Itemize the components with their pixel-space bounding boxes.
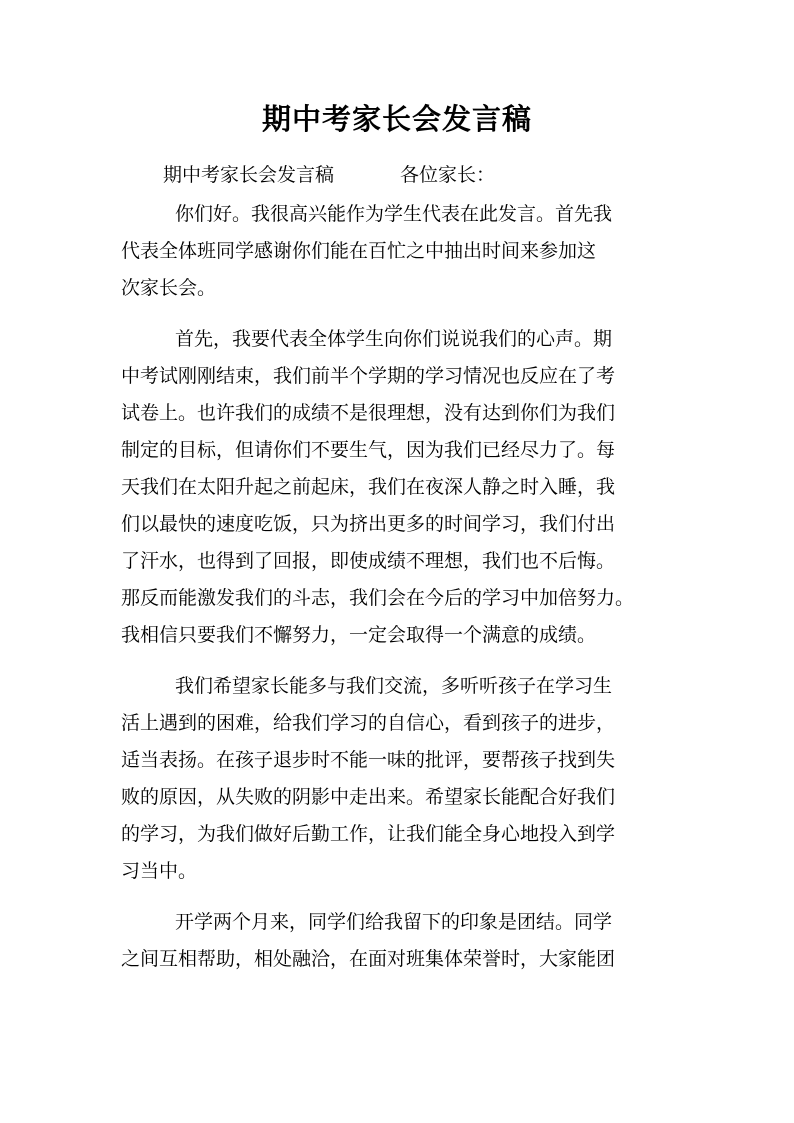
text-line: 那反而能激发我们的斗志，我们会在今后的学习中加倍努力。 [121,587,635,609]
subtitle-left: 期中考家长会发言稿 [163,164,335,186]
text-line: 试卷上。也许我们的成绩不是很理想，没有达到你们为我们 [121,402,616,424]
text-line: 适当表扬。在孩子退步时不能一味的批评，要帮孩子找到失 [121,749,616,771]
text-line: 代表全体班同学感谢你们能在百忙之中抽出时间来参加这 [121,240,597,262]
document-title: 期中考家长会发言稿 [261,102,532,136]
text-line: 我们希望家长能多与我们交流，多听听孩子在学习生 [175,675,613,697]
subtitle-right: 各位家长： [400,164,496,186]
text-line: 开学两个月来，同学们给我留下的印象是团结。同学 [175,911,613,933]
text-line: 活上遇到的困难，给我们学习的自信心，看到孩子的进步， [121,712,616,734]
document-body [121,196,681,992]
text-line: 中考试刚刚结束，我们前半个学期的学习情况也反应在了考 [121,365,616,387]
paragraph-3 [121,668,681,890]
text-line: 的学习，为我们做好后勤工作，让我们能全身心地投入到学 [121,823,616,845]
text-line: 之间互相帮助，相处融洽，在面对班集体荣誉时，大家能团 [121,948,616,970]
paragraph-2 [121,321,681,654]
text-line: 败的原因，从失败的阴影中走出来。希望家长能配合好我们 [121,786,616,808]
text-line: 们以最快的速度吃饭，只为挤出更多的时间学习，我们付出 [121,513,616,535]
document-subtitle [163,158,495,192]
text-line: 了汗水，也得到了回报，即使成绩不理想，我们也不后悔。 [121,550,616,572]
text-line: 制定的目标，但请你们不要生气，因为我们已经尽力了。每 [121,439,616,461]
text-line: 我相信只要我们不懈努力，一定会取得一个满意的成绩。 [121,624,597,646]
paragraph-4 [121,904,681,978]
text-line: 习当中。 [121,860,198,882]
text-line: 首先，我要代表全体学生向你们说说我们的心声。期 [175,328,613,350]
paragraph-1 [121,196,681,307]
text-line: 天我们在太阳升起之前起床，我们在夜深人静之时入睡，我 [121,476,616,498]
text-line: 你们好。我很高兴能作为学生代表在此发言。首先我 [175,203,613,225]
text-line: 次家长会。 [121,277,217,299]
